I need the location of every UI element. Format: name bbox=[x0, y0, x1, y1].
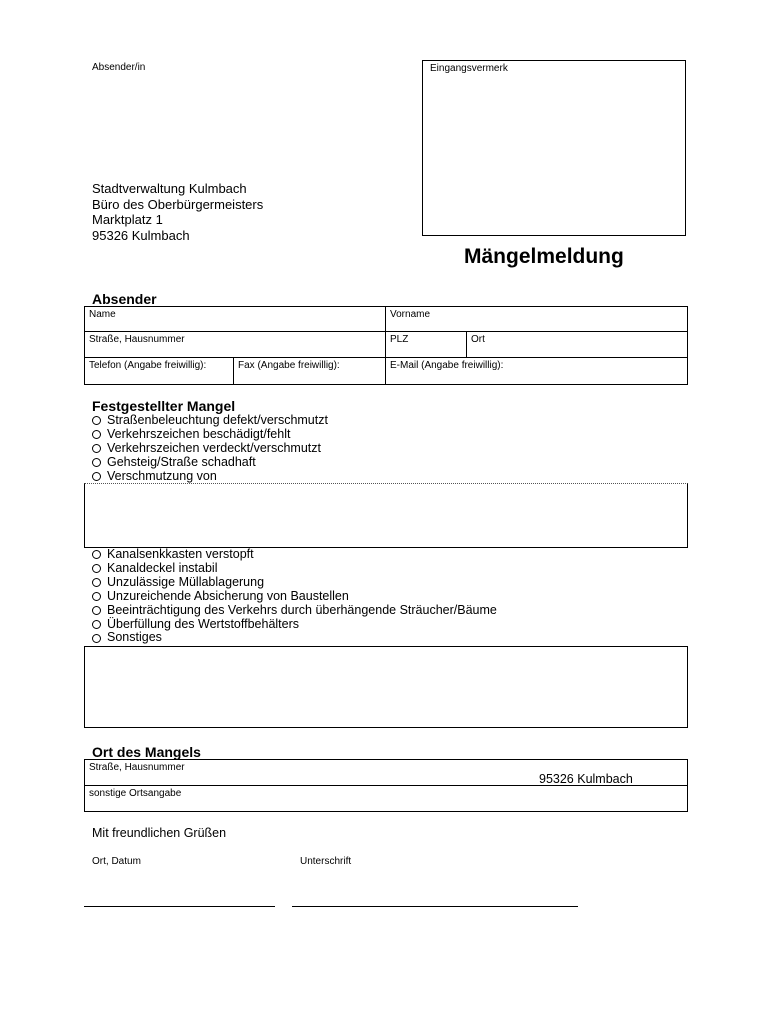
defect-option-label: Sonstiges bbox=[107, 630, 162, 645]
defect-section-title: Festgestellter Mangel bbox=[92, 398, 236, 414]
recipient-line-3: Marktplatz 1 bbox=[92, 212, 163, 227]
receipt-stamp-box bbox=[422, 60, 686, 236]
radio-circle-icon[interactable] bbox=[92, 472, 101, 481]
location-other-label: sonstige Ortsangabe bbox=[89, 788, 182, 799]
sender-city-field[interactable] bbox=[466, 331, 688, 358]
form-title: Mängelmeldung bbox=[464, 245, 624, 268]
defect-option-label: Straßenbeleuchtung defekt/verschmutzt bbox=[107, 413, 328, 427]
pollution-detail-field[interactable] bbox=[84, 483, 688, 548]
other-defect-field[interactable] bbox=[84, 646, 688, 728]
closing-greeting: Mit freundlichen Grüßen bbox=[92, 826, 227, 840]
defect-option-label: Unzulässige Müllablagerung bbox=[107, 574, 265, 589]
sender-fax-label: Fax (Angabe freiwillig): bbox=[238, 360, 340, 371]
defect-option[interactable] bbox=[92, 470, 328, 484]
radio-circle-icon[interactable] bbox=[92, 458, 101, 467]
place-date-label: Ort, Datum bbox=[92, 856, 141, 867]
defect-option[interactable] bbox=[92, 456, 328, 470]
sender-first-name-label: Vorname bbox=[390, 309, 431, 320]
recipient-line-1: Stadtverwaltung Kulmbach bbox=[92, 181, 247, 196]
sender-phone-label: Telefon (Angabe freiwillig): bbox=[89, 360, 207, 371]
defect-option-label: Verkehrszeichen beschädigt/fehlt bbox=[107, 426, 291, 441]
sender-label: Absender/in bbox=[92, 62, 146, 73]
sender-zip-label: PLZ bbox=[390, 334, 409, 345]
defect-option[interactable] bbox=[92, 590, 497, 604]
defect-option[interactable] bbox=[92, 548, 497, 562]
location-street-field[interactable] bbox=[84, 759, 688, 786]
defect-option-label: Verschmutzung von bbox=[107, 468, 217, 483]
signature-line[interactable] bbox=[292, 906, 578, 907]
location-other-field[interactable] bbox=[84, 785, 688, 812]
radio-circle-icon[interactable] bbox=[92, 564, 101, 573]
sender-street-label: Straße, Hausnummer bbox=[89, 334, 185, 345]
place-date-line[interactable] bbox=[84, 906, 275, 907]
sender-email-field[interactable] bbox=[385, 357, 688, 385]
defect-option[interactable] bbox=[92, 576, 497, 590]
radio-circle-icon[interactable] bbox=[92, 416, 101, 425]
defect-option[interactable] bbox=[92, 604, 497, 618]
defect-option-label: Kanalsenkkasten verstopft bbox=[107, 547, 254, 561]
recipient-address bbox=[92, 181, 263, 243]
signature-label: Unterschrift bbox=[300, 856, 352, 867]
defect-option[interactable] bbox=[92, 414, 328, 428]
sender-city-label: Ort bbox=[471, 334, 485, 345]
sender-name-field[interactable] bbox=[84, 306, 386, 332]
location-street-label: Straße, Hausnummer bbox=[89, 762, 185, 773]
location-city-value: 95326 Kulmbach bbox=[539, 772, 633, 786]
defect-option[interactable] bbox=[92, 442, 328, 456]
defect-option-label: Gehsteig/Straße schadhaft bbox=[107, 454, 256, 469]
defect-option[interactable] bbox=[92, 428, 328, 442]
defect-option[interactable] bbox=[92, 631, 497, 645]
radio-circle-icon[interactable] bbox=[92, 550, 101, 559]
sender-table bbox=[84, 306, 688, 385]
radio-circle-icon[interactable] bbox=[92, 634, 101, 643]
sender-street-field[interactable] bbox=[84, 331, 386, 358]
recipient-line-4: 95326 Kulmbach bbox=[92, 227, 190, 243]
sender-fax-field[interactable] bbox=[233, 357, 386, 385]
defect-option-label: Verkehrszeichen verdeckt/verschmutzt bbox=[107, 440, 321, 455]
defect-option-label: Kanaldeckel instabil bbox=[107, 560, 218, 575]
recipient-line-2: Büro des Oberbürgermeisters bbox=[92, 196, 264, 212]
radio-circle-icon[interactable] bbox=[92, 444, 101, 453]
defect-option[interactable] bbox=[92, 562, 497, 576]
radio-circle-icon[interactable] bbox=[92, 578, 101, 587]
defect-option-label: Überfüllung des Wertstoffbehälters bbox=[107, 616, 300, 631]
radio-circle-icon[interactable] bbox=[92, 620, 101, 629]
defect-option-label: Unzureichende Absicherung von Baustellen bbox=[107, 588, 349, 603]
receipt-label: Eingangsvermerk bbox=[430, 63, 508, 74]
radio-circle-icon[interactable] bbox=[92, 606, 101, 615]
radio-circle-icon[interactable] bbox=[92, 592, 101, 601]
defect-options-list-b bbox=[92, 548, 497, 645]
sender-first-name-field[interactable] bbox=[385, 306, 688, 332]
sender-name-label: Name bbox=[89, 309, 116, 320]
location-section-title: Ort des Mangels bbox=[92, 744, 201, 760]
defect-option-label: Beeinträchtigung des Verkehrs durch überhängende Sträucher/Bäume bbox=[107, 602, 497, 617]
location-table bbox=[84, 759, 688, 812]
radio-circle-icon[interactable] bbox=[92, 430, 101, 439]
defect-options-list-a bbox=[92, 414, 328, 484]
sender-phone-field[interactable] bbox=[84, 357, 234, 385]
sender-email-label: E-Mail (Angabe freiwillig): bbox=[390, 360, 504, 371]
defect-option[interactable] bbox=[92, 618, 497, 632]
sender-section-title: Absender bbox=[92, 291, 157, 307]
sender-zip-field[interactable] bbox=[385, 331, 467, 358]
